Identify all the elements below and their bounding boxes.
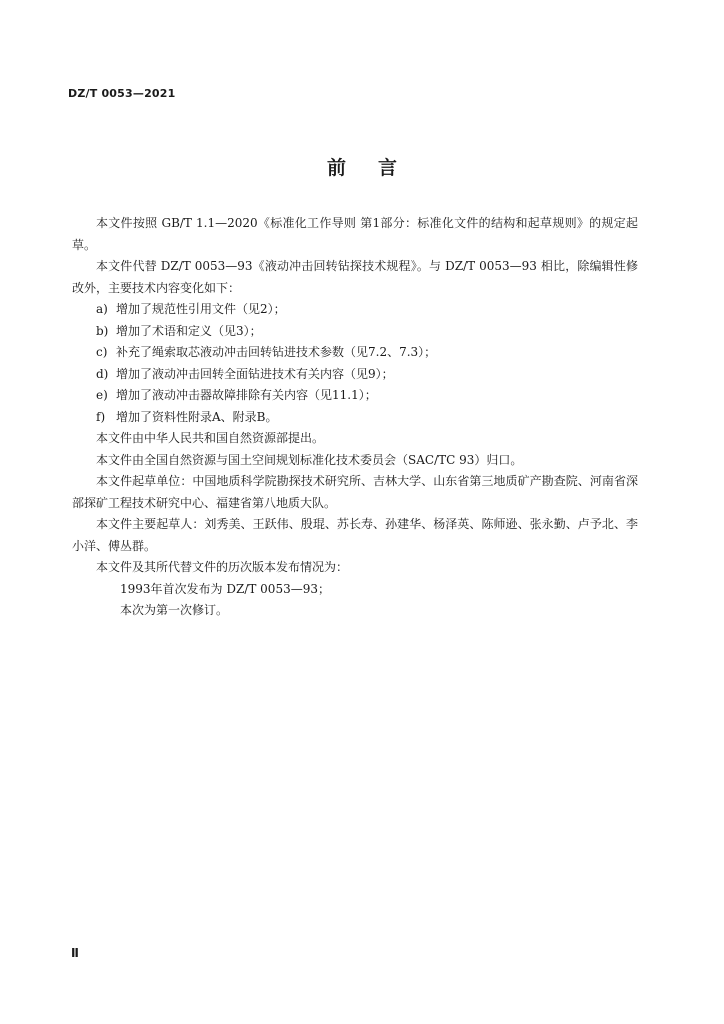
history-item-revision: 本次为第一次修订。 [120, 603, 229, 617]
change-item-a [72, 299, 638, 321]
change-item-d [72, 364, 638, 386]
page-number: Ⅱ [71, 946, 79, 960]
paragraph-proposed-by: 本文件由中华人民共和国自然资源部提出。 [96, 431, 325, 445]
paragraph-drafting-units: 本文件起草单位：中国地质科学院勘探技术研究所、吉林大学、山东省第三地质矿产勘查院、河南省深部探矿工程技术研究中心、福建省第八地质大队。 [72, 474, 638, 510]
change-text: 增加了液动冲击回转全面钻进技术有关内容（见9）； [116, 366, 394, 381]
document-body [72, 213, 638, 622]
paragraph-drafters: 本文件主要起草人：刘秀美、王跃伟、殷琨、苏长寿、孙建华、杨泽英、陈师逊、张永勤、卢予北、李小洋、傅丛群。 [72, 517, 638, 553]
change-text: 增加了资料性附录A、附录B。 [116, 409, 278, 424]
change-text: 增加了规范性引用文件（见2）； [116, 302, 286, 316]
change-text: 增加了术语和定义（见3）； [116, 323, 262, 338]
change-item-b [72, 321, 638, 343]
change-marker: a) [96, 302, 108, 316]
change-text: 增加了液动冲击器故障排除有关内容（见11.1）； [116, 388, 377, 402]
change-text: 补充了绳索取芯液动冲击回转钻进技术参数（见7.2、7.3）； [116, 345, 437, 359]
paragraph-history-intro: 本文件及其所代替文件的历次版本发布情况为： [96, 560, 349, 574]
page-title: 前言 [326, 157, 429, 179]
change-item-c [72, 342, 638, 364]
change-item-f [72, 407, 638, 429]
change-marker: c) [96, 345, 108, 359]
change-marker: e) [96, 388, 108, 402]
paragraph-centralized-by: 本文件由全国自然资源与国土空间规划标准化技术委员会（SAC/TC 93）归口。 [96, 452, 523, 467]
paragraph-basis: 本文件按照 GB/T 1.1—2020《标准化工作导则 第1部分：标准化文件的结构和起草规则》的规定起草。 [72, 216, 638, 252]
change-marker: f) [96, 409, 106, 424]
change-marker: b) [96, 323, 109, 338]
paragraph-replacement: 本文件代替 DZ/T 0053—93《液动冲击回转钻探技术规程》。与 DZ/T 0053—93 相比，除编辑性修改外，主要技术内容变化如下： [72, 259, 638, 295]
change-marker: d) [96, 366, 109, 381]
history-item-first: 1993年首次发布为 DZ/T 0053—93； [120, 581, 330, 596]
header-standard-code: DZ/T 0053—2021 [68, 87, 176, 100]
change-item-e [72, 385, 638, 407]
